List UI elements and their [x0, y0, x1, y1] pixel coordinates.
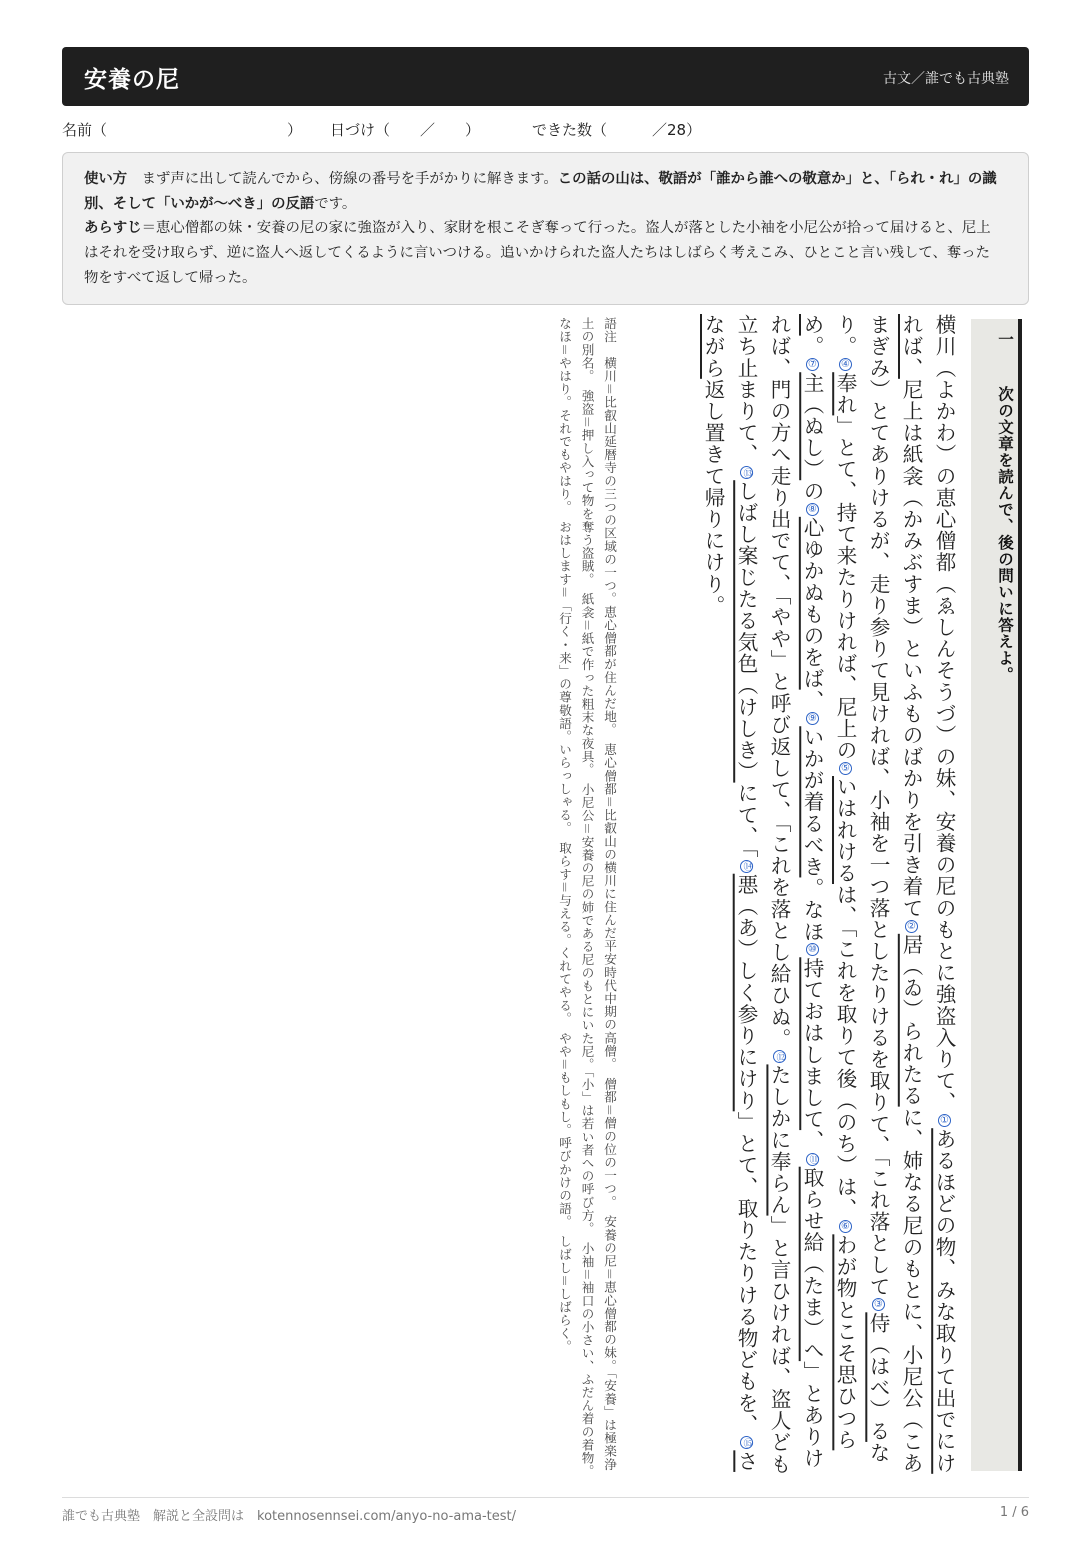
- passage-span: 。: [800, 335, 824, 358]
- underline-13: しばし案じたる気色（けしき）: [734, 480, 758, 783]
- brand-label: 古文／誰でも古典塾: [883, 71, 1009, 87]
- marker-11: ⑪: [807, 1154, 818, 1165]
- passage-span: 、: [800, 689, 824, 712]
- underline-10: 持ておはしまして: [800, 957, 824, 1131]
- marker-15: ⑮: [741, 1437, 752, 1448]
- marker-14: ⑭: [741, 861, 752, 872]
- marker-13: ⑬: [741, 467, 752, 478]
- glossary-notes: 語注 横川＝比叡山延暦寺の三つの区域の一つ。恵心僧都が住んだ地。 恵心僧都＝比叡山の横川に住んだ平安時代中期の高僧。 僧都＝僧の位の一つ。 安養の尼＝恵心僧都の妹。「安養」は極楽浄土の別名。 強盗＝押し入って物を奪う盗賊。 紙衾＝紙で作った粗末な夜具。 小尼公＝安養の尼の姉である尼のもとにいた尼。「小」は若い者への呼び方。 小袖＝袖口の小さい、ふだん着の着物。 なほ＝やはり。それでもやはり。 おはします＝「行く・来」の尊敬語。いらっしゃる。 取らす＝与える。くれてやる。 やや＝もしもし。呼びかけの語。 しばし＝しばらく。: [557, 317, 617, 1485]
- marker-3: ③: [873, 1299, 884, 1311]
- synopsis-paragraph: [84, 216, 1000, 291]
- passage-span: 、: [800, 1130, 824, 1152]
- score-field: できた数（ ／28）: [532, 121, 702, 139]
- page-title: 安養の尼: [84, 67, 180, 93]
- student-info-line: [62, 119, 1029, 141]
- underline-4: 奉れ: [833, 372, 857, 416]
- underline-2: 居（ゐ）られたる: [899, 933, 923, 1107]
- underline-14: 悪（あ）しく参りにけり: [734, 873, 758, 1112]
- marker-4: ④: [840, 359, 851, 371]
- passage-span: 横川（よかわ）の恵心僧都（ゑしんそうづ）の妹、安養の尼のもとに強盗入りて、: [932, 314, 956, 1114]
- marker-9: ⑨: [807, 713, 818, 725]
- passage-span: 」とて、取りたりける物どもを、: [734, 1111, 758, 1436]
- underline-1: あるほどの物、みな取りて出でにければ、: [899, 314, 956, 1474]
- underline-11: 取らせ給（たま）へ: [800, 1166, 824, 1362]
- kobun-passage: [615, 314, 960, 1484]
- underline-12: たしかに奉らん: [767, 1064, 791, 1216]
- underline-5: いはれける: [833, 776, 857, 885]
- underline-3: 侍（はべ）る: [866, 1312, 890, 1442]
- marker-12: ⑫: [774, 1051, 785, 1062]
- passage-text: [696, 314, 960, 1484]
- passage-span: の: [800, 480, 824, 502]
- marker-7: ⑦: [807, 359, 818, 371]
- marker-1: ①: [939, 1115, 950, 1127]
- passage-span: なり。: [833, 314, 890, 1464]
- footer-link-text: 誰でも古典塾 解説と全設問は kotennosennsei.com/anyo-no-ama-test/: [62, 1509, 516, 1524]
- marker-10: ⑩: [807, 944, 818, 956]
- synopsis-label: あらすじ: [84, 220, 142, 236]
- instructions-box: [62, 152, 1029, 305]
- underline-6: わが物とこそ思ひつらめ: [800, 314, 857, 1451]
- synopsis-text: ＝恵心僧都の妹・安養の尼の家に強盗が入り、家財を根こそぎ奪って行った。盗人が落とした小袖を小尼公が拾って届けると、尼上はそれを受け取らず、逆に盗人へ返してくるように言いつける。追いかけられた盗人たちはしばらく考えこみ、ひとこと言い残して、奪った物をすべて返して帰った。: [84, 220, 991, 286]
- usage-label: 使い方: [84, 171, 128, 187]
- underline-8: 心ゆかぬものをば: [800, 516, 824, 690]
- passage-span: 。なほ: [800, 877, 824, 943]
- passage-span: 」と言ひければ、盗人ども立ち止まりて、: [734, 314, 791, 1475]
- page-number: 1 / 6: [999, 1505, 1029, 1520]
- usage-text: まず声に出して読んでから、傍線の番号を手がかりに解きます。: [141, 171, 558, 187]
- underline-9: いかが着るべき: [800, 726, 824, 878]
- usage-paragraph: [84, 167, 1000, 217]
- marker-5: ⑤: [840, 763, 851, 775]
- passage-span: にて、「: [734, 782, 758, 859]
- name-field: 名前（ ）: [62, 121, 303, 139]
- footer-divider: [62, 1497, 1029, 1498]
- underline-15: さながら: [701, 314, 758, 1472]
- passage-span: に、姉なる尼のもとに、小尼公（こあまぎみ）とてありけるが、走り参りて見ければ、小袖を一つ落としたりけるを取りて、「これ落として: [866, 314, 923, 1474]
- question-heading: [971, 331, 1016, 683]
- question-number: 一: [996, 331, 1014, 348]
- passage-span: 」とて、持て来たりければ、尼上の: [833, 415, 857, 762]
- usage-emphasis: この話の山は、敬語が「誰から誰への敬意か」と、「られ・れ」の識別、そして「いかが〜べき」の反語: [84, 171, 997, 212]
- page-header: [62, 47, 1029, 106]
- date-field: 日づけ（ ／ ）: [330, 121, 481, 139]
- underline-7: 主（ぬし）: [800, 372, 824, 481]
- usage-tail: です。: [314, 196, 357, 212]
- question-heading-bar: [971, 319, 1022, 1471]
- marker-2: ②: [906, 920, 917, 932]
- marker-6: ⑥: [840, 1221, 851, 1233]
- marker-8: ⑧: [807, 503, 818, 515]
- passage-span: 」とありければ、門の方へ走り出でて、「やや」と呼び返して、「これを落とし給ひぬ。: [767, 314, 824, 1470]
- passage-span: は、「これを取りて後（のち）は、: [833, 884, 857, 1220]
- question-text: 次の文章を読んで、後の問いに答えよ。: [996, 385, 1014, 683]
- passage-span: 返し置きて帰りにけり。: [701, 378, 725, 617]
- passage-span: 尼上は紙衾（かみぶすま）といふものばかりを引き着て: [899, 378, 923, 919]
